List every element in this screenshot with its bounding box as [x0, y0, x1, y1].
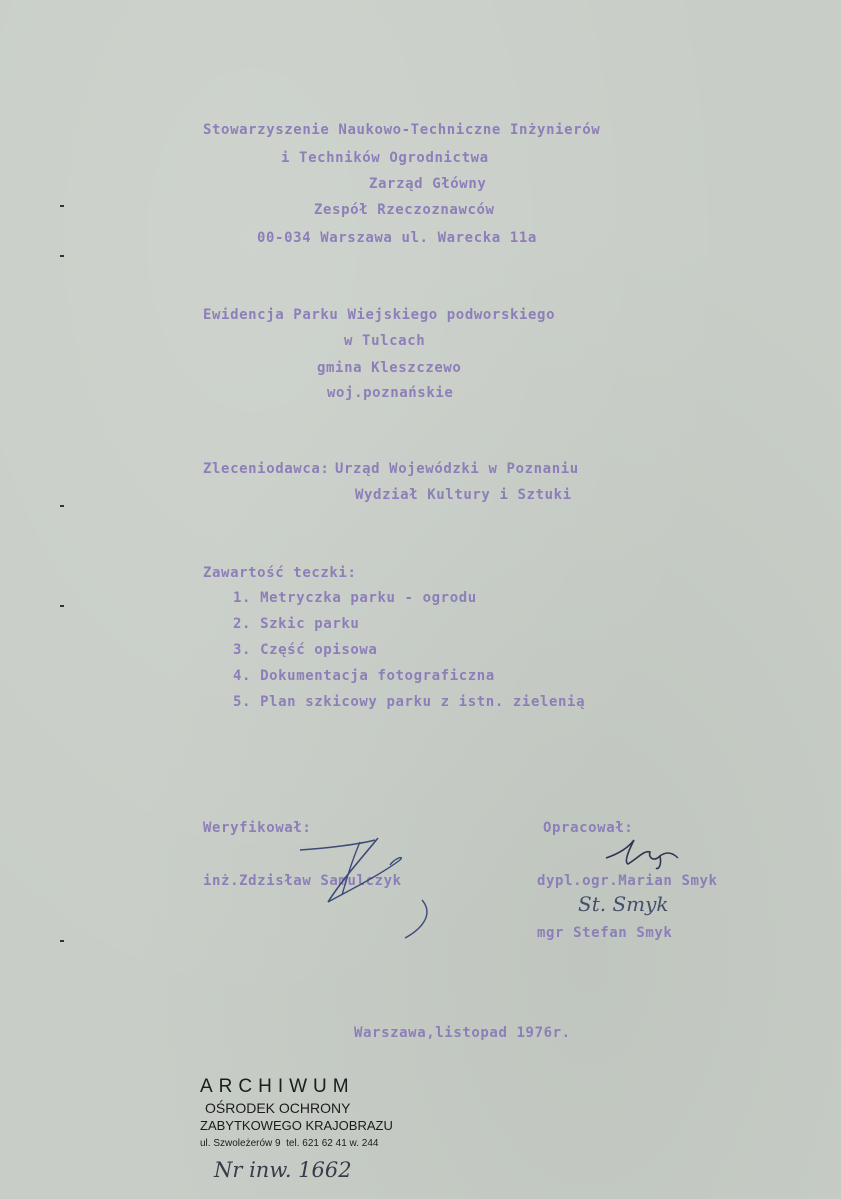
- client-office: Urząd Wojewódzki w Poznaniu: [335, 461, 579, 477]
- preparer-initials-signature: [598, 832, 688, 872]
- contents-item: 2. Szkic parku: [233, 616, 360, 632]
- title-location: w Tulcach: [344, 333, 426, 349]
- contents-item: 3. Część opisowa: [233, 642, 378, 658]
- margin-mark: [60, 940, 64, 942]
- document-title: Ewidencja Parku Wiejskiego podworskiego: [203, 307, 556, 323]
- archive-stamp-org-cont: ZABYTKOWEGO KRAJOBRAZU: [200, 1118, 393, 1133]
- margin-mark: [60, 505, 64, 507]
- place-and-date: Warszawa,listopad 1976r.: [354, 1025, 571, 1041]
- contents-item: 5. Plan szkicowy parku z istn. zielenią: [233, 694, 586, 710]
- header-line-team: Zespół Rzeczoznawców: [314, 202, 495, 218]
- archive-stamp-address: ul. Szwoleżerów 9 tel. 621 62 41 w. 244: [200, 1138, 379, 1149]
- header-line-board: Zarząd Główny: [369, 176, 487, 192]
- prepared-label: Opracował:: [543, 820, 634, 836]
- verifier-signature: [290, 830, 430, 945]
- margin-mark: [60, 605, 64, 607]
- contents-item: 4. Dokumentacja fotograficzna: [233, 668, 495, 684]
- prepared-name-marian: dypl.ogr.Marian Smyk: [537, 873, 718, 889]
- margin-mark: [60, 205, 64, 207]
- verified-label: Weryfikował:: [203, 820, 312, 836]
- client-label: Zleceniodawca:: [203, 461, 330, 477]
- contents-item: 1. Metryczka parku - ogrodu: [233, 590, 477, 606]
- verified-name: inż.Zdzisław Samulczyk: [203, 873, 402, 889]
- contents-heading: Zawartość teczki:: [203, 565, 357, 581]
- header-line-organization-cont: i Techników Ogrodnictwa: [281, 150, 489, 166]
- archive-stamp-title: ARCHIWUM: [200, 1076, 355, 1097]
- prepared-name-stefan: mgr Stefan Smyk: [537, 925, 673, 941]
- title-voivodeship: woj.poznańskie: [327, 385, 454, 401]
- preparer-handwritten-signature: St. Smyk: [578, 892, 669, 916]
- client-department: Wydział Kultury i Sztuki: [355, 487, 572, 503]
- header-line-address: 00-034 Warszawa ul. Warecka 11a: [257, 230, 537, 246]
- inventory-number: Nr inw. 1662: [214, 1158, 352, 1182]
- margin-mark: [60, 255, 64, 257]
- title-commune: gmina Kleszczewo: [317, 360, 462, 376]
- archive-stamp-org: OŚRODEK OCHRONY: [205, 1100, 351, 1116]
- header-line-organization: Stowarzyszenie Naukowo-Techniczne Inżynierów: [203, 122, 601, 138]
